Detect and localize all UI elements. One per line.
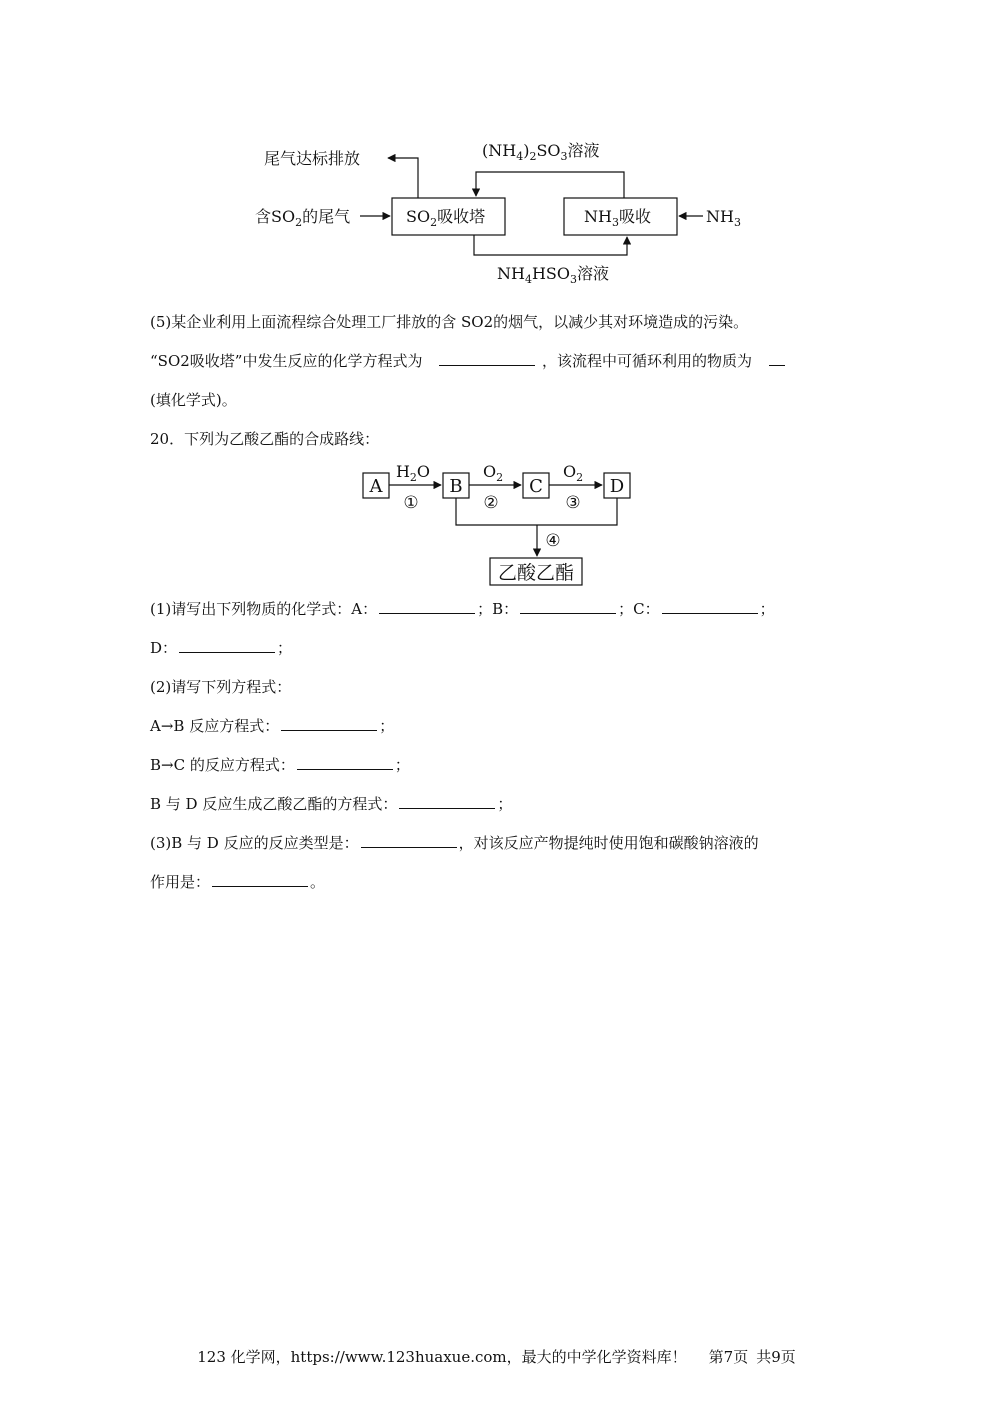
answer-blank-purpose[interactable] xyxy=(212,872,308,887)
separator: ； xyxy=(759,600,775,618)
tail-gas-in-label: 含$SO_2$的尾气 xyxy=(255,207,351,229)
answer-blank-reaction-type[interactable] xyxy=(361,833,457,848)
answer-blank-ab[interactable] xyxy=(281,716,377,731)
node-a-label: A xyxy=(369,476,383,497)
answer-blank-a[interactable] xyxy=(379,599,475,614)
q20-3-end: 。 xyxy=(310,873,326,891)
nh3-absorb-label: $NH_3$吸收 xyxy=(584,207,651,229)
so2-flow-diagram xyxy=(0,0,993,300)
separator: ； xyxy=(477,600,493,618)
nh4-2so3-label: $(NH_4)_2SO_3$溶液 xyxy=(482,141,600,163)
q20-2-bd-label: B 与 D 反应生成乙酸乙酯的方程式： xyxy=(150,795,398,813)
product-label: 乙酸乙酯 xyxy=(497,562,575,584)
q20-1-line2 xyxy=(150,638,292,658)
footer-page-current: 第7页 xyxy=(708,1348,749,1366)
q19-5-line1: (5)某企业利用上面流程综合处理工厂排放的含 SO2的烟气，以减少其对环境造成的污染。 xyxy=(150,313,749,331)
nh4hso3-arrow xyxy=(474,235,627,255)
q20-1-d-label: D： xyxy=(150,639,178,657)
step-3-label: ③ xyxy=(565,493,581,513)
answer-blank-b[interactable] xyxy=(520,599,616,614)
q20-1-intro: (1)请写出下列物质的化学式： xyxy=(150,600,352,618)
q20-1-b-label: B： xyxy=(492,600,519,618)
answer-blank-c[interactable] xyxy=(662,599,758,614)
q19-5-line2 xyxy=(150,351,787,371)
node-d-label: D xyxy=(609,476,625,497)
node-b-label: B xyxy=(449,476,463,497)
page-footer xyxy=(0,1347,993,1367)
q20-3-mid: ，对该反应产物提纯时使用饱和碳酸钠溶液的 xyxy=(458,834,759,852)
q20-2-ab xyxy=(150,716,394,736)
answer-blank-bc[interactable] xyxy=(297,755,393,770)
reagent-1-label: $H_2O$ xyxy=(395,462,431,484)
q20-1-line1 xyxy=(150,599,775,619)
footer-page-total: 共9页 xyxy=(756,1348,796,1366)
q19-5-line3: (填化学式)。 xyxy=(150,391,237,409)
separator: ； xyxy=(394,756,410,774)
q20-2-ab-label: A→B 反应方程式： xyxy=(150,717,280,735)
q19-5-line2-mid: ，该流程中可循环利用的物质为 xyxy=(542,352,753,370)
q20-3-line1 xyxy=(150,833,759,853)
q19-5-line2-pre: “SO2吸收塔”中发生反应的化学方程式为 xyxy=(150,352,423,370)
q20-3-pre: (3)B 与 D 反应的反应类型是： xyxy=(150,834,359,852)
reagent-3-label: $O_2$ xyxy=(562,462,584,484)
step-4-label: ④ xyxy=(545,531,561,551)
tail-gas-out-arrow xyxy=(388,158,418,198)
q20-3-line2 xyxy=(150,872,325,892)
so2-tower-label: $SO_2$吸收塔 xyxy=(406,207,486,229)
answer-blank-bd[interactable] xyxy=(399,794,495,809)
separator: ； xyxy=(277,639,293,657)
separator: ； xyxy=(497,795,513,813)
answer-blank-recycle[interactable] xyxy=(769,351,785,366)
q20-1-c-label: C： xyxy=(633,600,660,618)
nh4hso3-label: $NH_4HSO_3$溶液 xyxy=(497,264,609,286)
q20-2-bd xyxy=(150,794,512,814)
tail-gas-out-label: 尾气达标排放 xyxy=(264,149,361,168)
footer-site: 123 化学网，https://www.123huaxue.com，最大的中学化学资料库！ xyxy=(197,1348,687,1366)
node-c-label: C xyxy=(529,476,543,497)
answer-blank-d[interactable] xyxy=(179,638,275,653)
nh3-input-label: $NH_3$ xyxy=(706,207,741,229)
q20-2-intro: (2)请写下列方程式： xyxy=(150,678,292,696)
step-1-label: ① xyxy=(403,493,419,513)
q20-3-line2-pre: 作用是： xyxy=(150,873,211,891)
separator: ； xyxy=(618,600,634,618)
nh4-2so3-recycle-arrow xyxy=(476,172,624,198)
q20-1-a-label: A： xyxy=(351,600,378,618)
q20-2-bc xyxy=(150,755,410,775)
answer-blank-equation[interactable] xyxy=(439,351,535,366)
bd-connector xyxy=(456,498,617,525)
reagent-2-label: $O_2$ xyxy=(482,462,504,484)
separator: ； xyxy=(379,717,395,735)
q20-title: 20．下列为乙酸乙酯的合成路线： xyxy=(150,430,380,448)
q20-2-bc-label: B→C 的反应方程式： xyxy=(150,756,295,774)
step-2-label: ② xyxy=(483,493,499,513)
ethyl-acetate-route-diagram xyxy=(0,458,993,588)
